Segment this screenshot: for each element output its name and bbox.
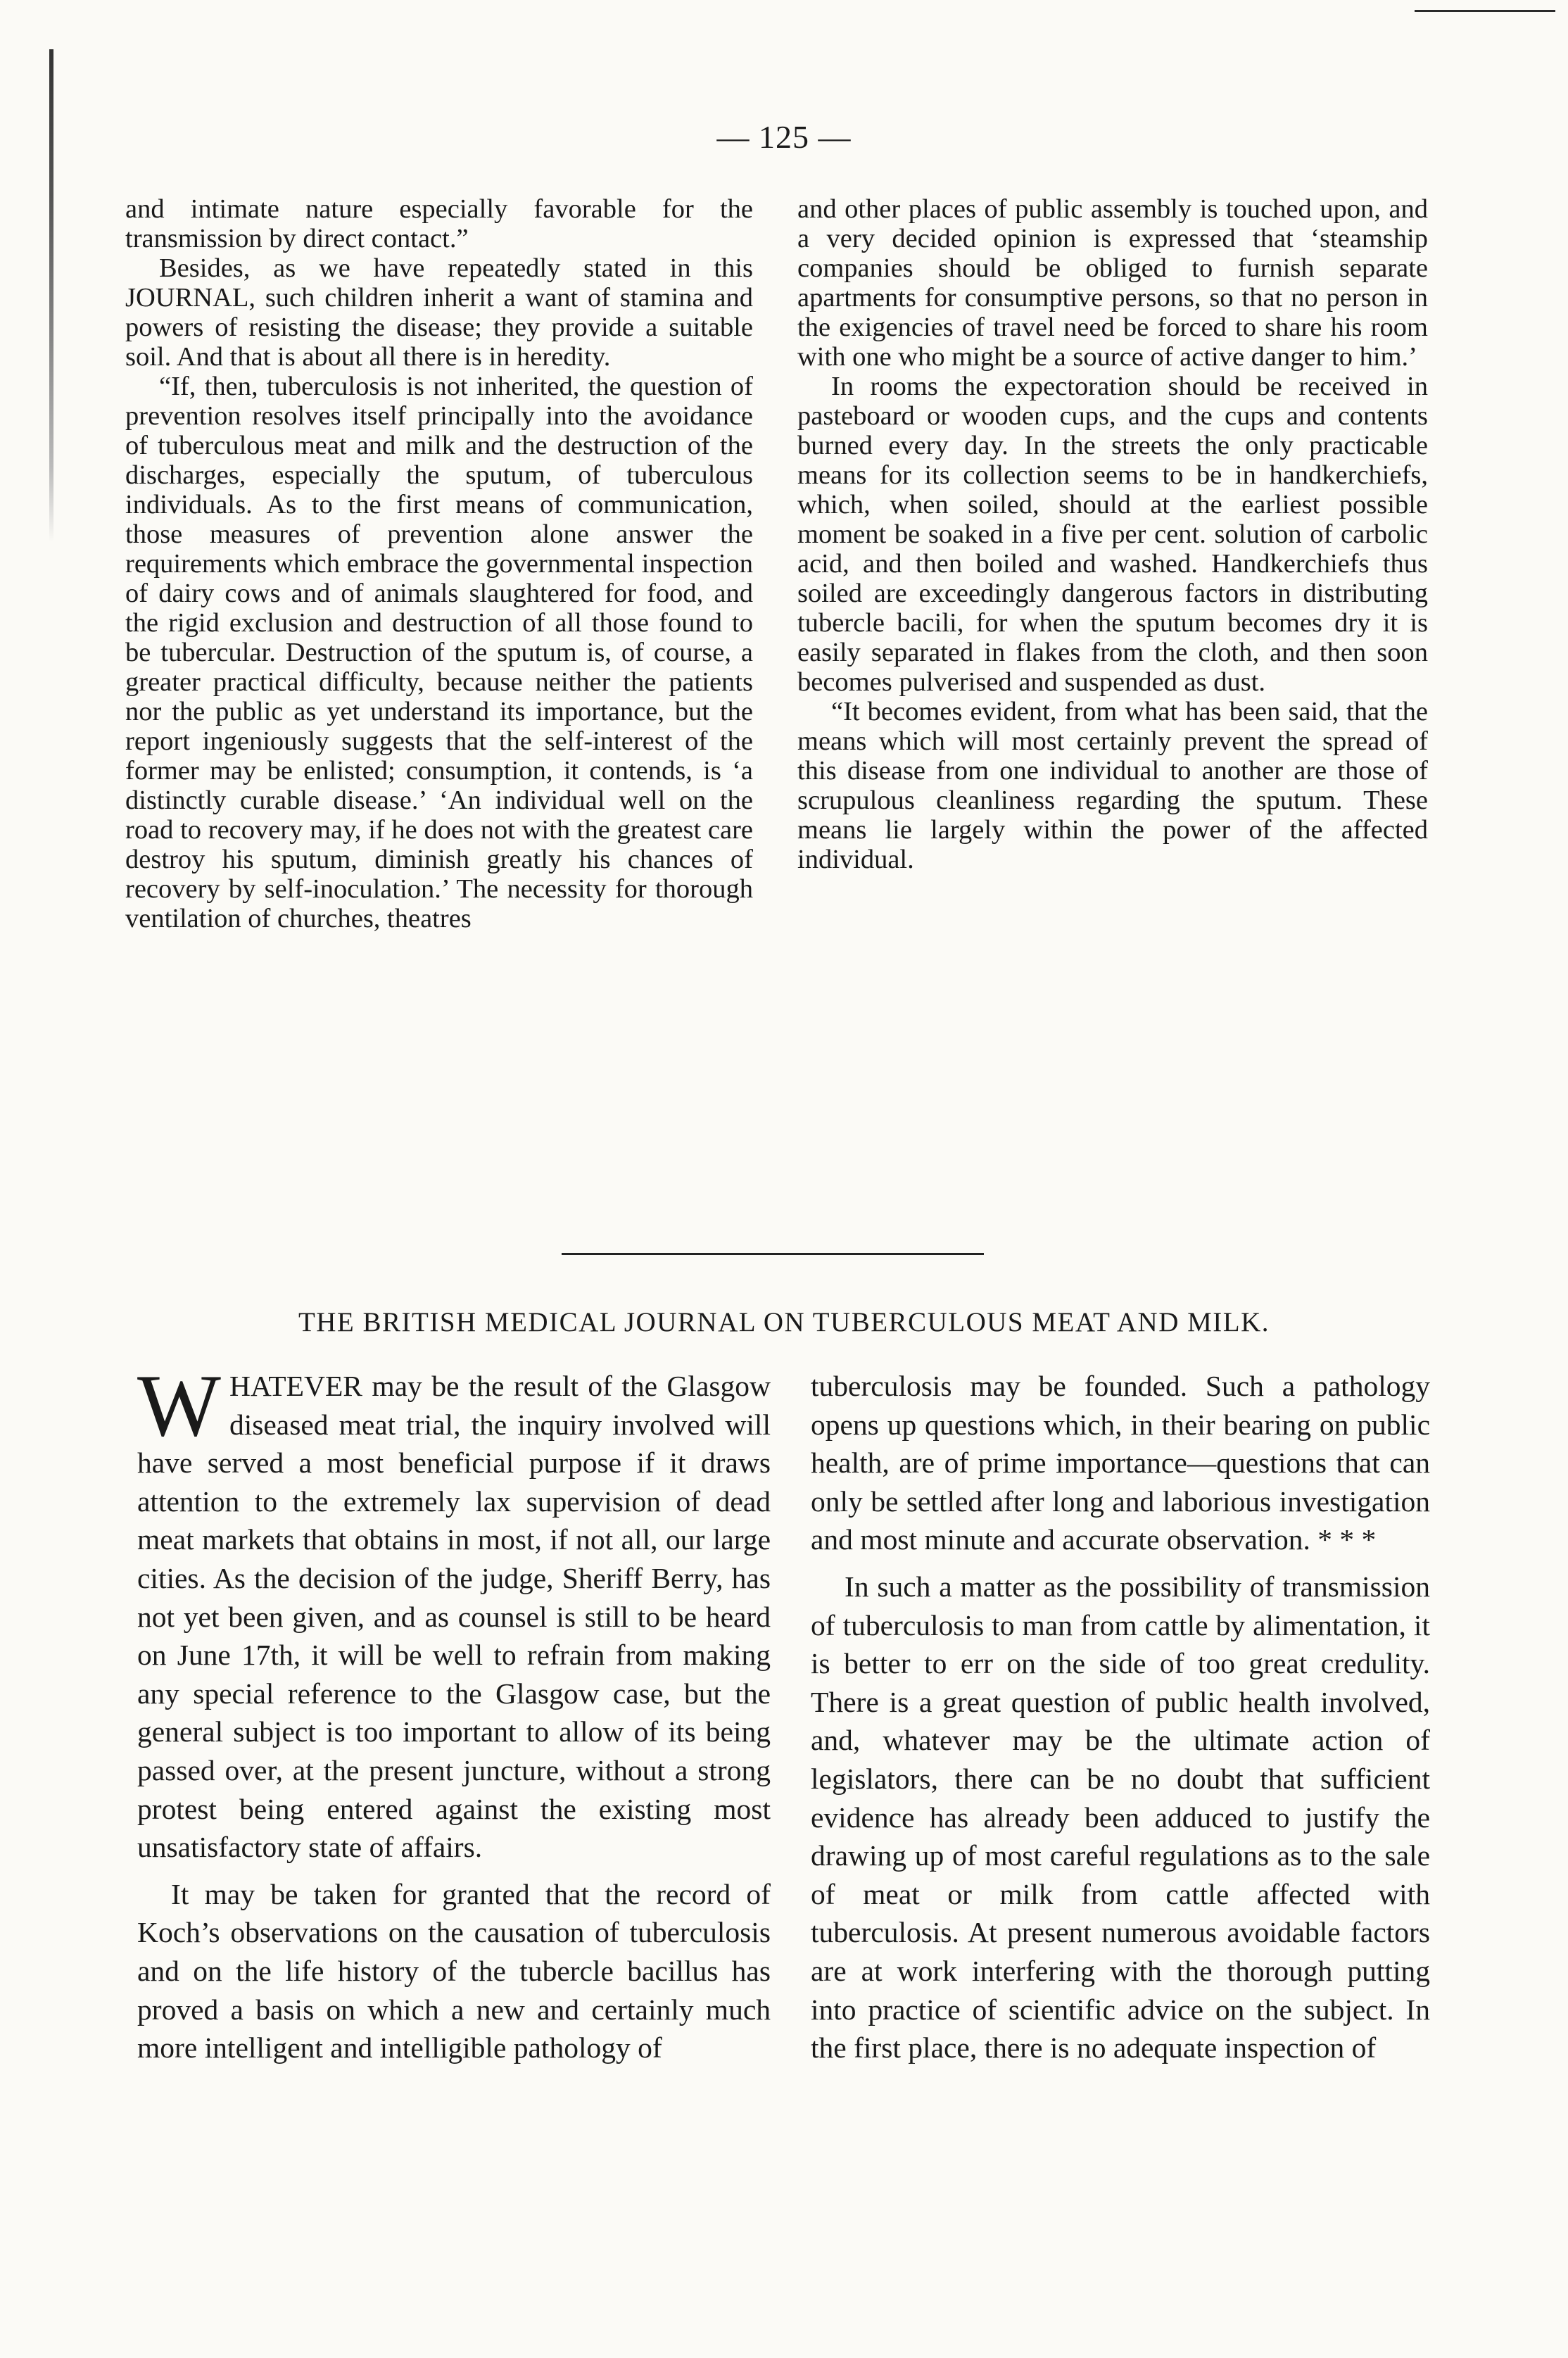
- upper-left-column: [125, 194, 753, 933]
- drop-cap: W: [137, 1357, 221, 1455]
- paragraph: “It becomes evident, from what has been said, that the means which will most certainly prevent the spread of this disease from one individual to another are those of scrupulous cleanliness regarding the sputum. These means lie largely within the power of the affected individual.: [797, 697, 1428, 874]
- article-title: THE BRITISH MEDICAL JOURNAL ON TUBERCULOUS MEAT AND MILK.: [298, 1307, 1270, 1337]
- lower-right-column: [811, 1367, 1430, 2067]
- lower-left-column: [137, 1357, 771, 2067]
- upper-right-column: [797, 194, 1428, 874]
- page-number: — 125 —: [716, 119, 852, 155]
- paragraph: tuberculosis may be founded. Such a pathology opens up questions which, in their bearing on public health, are of prime importance—questions that can only be settled after long and laborious investigation and most minute and accurate observation. * * *: [811, 1370, 1430, 1556]
- top-rule: [1415, 10, 1555, 12]
- paragraph: [137, 1357, 771, 1867]
- paragraph: and intimate nature especially favorable for the transmission by direct contact.”: [125, 194, 753, 253]
- paragraph: and other places of public assembly is touched upon, and a very decided opinion is expressed that ‘steamship companies should be obliged to furnish separate apartments for consumptive persons, so that no person in the exigencies of travel need be forced to share his room with one who might be a source of active danger to him.’: [797, 194, 1428, 372]
- paragraph-text: HATEVER may be the result of the Glasgow diseased meat trial, the inquiry involved will have served a most beneficial purpose if it draws attention to the extremely lax supervision of dead meat markets that obtains in most, if not all, our large cities. As the decision of the judge, Sheriff Berry, has not yet been given, and as counsel is still to be heard on June 17th, it will be well to refrain from making any special reference to the Glasgow case, but the general subject is too important to allow of its being passed over, at the present juncture, without a strong protest being entered against the existing most unsatisfactory state of affairs.: [137, 1370, 771, 1864]
- paragraph: In such a matter as the possibility of transmission of tuberculosis to man from cattle by alimentation, it is better to err on the side of too great credulity. There is a great question of public health involved, and, whatever may be the ultimate action of legislators, there can be no doubt that sufficient evidence has already been adduced to justify the drawing up of most careful regulations as to the sale of meat or milk from cattle affected with tuberculosis. At present numerous avoidable factors are at work interfering with the thorough putting into practice of scientific advice on the subject. In the first place, there is no adequate inspection of: [811, 1570, 1430, 2064]
- paragraph: “If, then, tuberculosis is not inherited, the question of prevention resolves itself principally into the avoidance of tuberculous meat and milk and the destruction of the discharges, especially the sputum, of tuberculous individuals. As to the first means of communication, those measures of prevention alone answer the requirements which embrace the governmental inspection of dairy cows and of animals slaughtered for food, and the rigid exclusion and destruction of all those found to be tubercular. Destruction of the sputum is, of course, a greater practical difficulty, because neither the patients nor the public as yet understand its importance, but the report ingeniously suggests that the self-interest of the former may be enlisted; consumption, it contends, is ‘a distinctly curable disease.’ ‘An individual well on the road to recovery may, if he does not with the greatest care destroy his sputum, diminish greatly his chances of recovery by self-inoculation.’ The necessity for thorough ventilation of churches, theatres: [125, 372, 753, 933]
- paragraph: Besides, as we have repeatedly stated in this JOURNAL, such children inherit a want of stamina and powers of resisting the disease; they provide a suitable soil. And that is about all there is in heredity.: [125, 253, 753, 372]
- section-divider: [562, 1253, 984, 1255]
- paragraph: In rooms the expectoration should be received in pasteboard or wooden cups, and the cups and contents burned every day. In the streets the only practicable means for its collection seems to be in handkerchiefs, which, when soiled, should at the earliest possible moment be soaked in a five per cent. solution of carbolic acid, and then boiled and washed. Handkerchiefs thus soiled are exceedingly dangerous factors in distributing tubercle bacili, for when the sputum becomes dry it is easily separated in flakes from the cloth, and then soon becomes pulverised and suspended as dust.: [797, 372, 1428, 697]
- paragraph: It may be taken for granted that the record of Koch’s observations on the causation of tuberculosis and on the life history of the tubercle bacillus has proved a basis on which a new and certainly much more intelligent and intelligible pathology of: [137, 1877, 771, 2064]
